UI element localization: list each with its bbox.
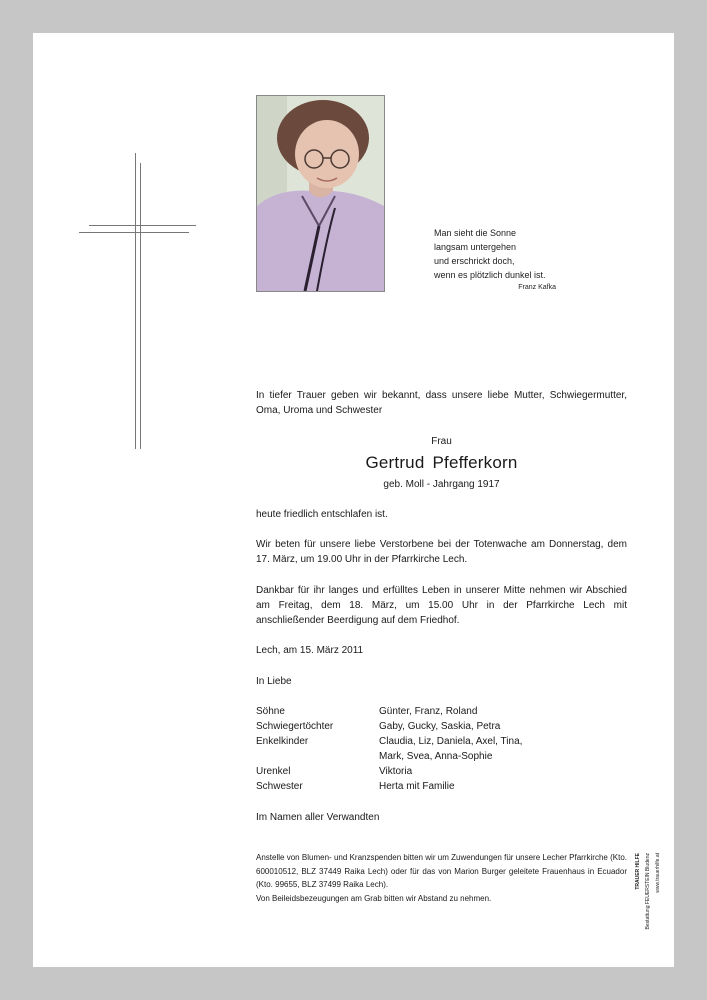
family-relation: [256, 749, 379, 764]
donation-note: Anstelle von Blumen- und Kranzspenden bitten wir um Zuwendungen für unsere Lecher Pfarrkirche (Kto. 600010512, BLZ 37449 Raika Lech) oder für das von Marion Burger geleitete Frauenhaus in Ecuador (Kto. 99655, BLZ 37499 Raika Lech).: [256, 853, 627, 889]
relatives-line: Im Namen aller Verwandten: [256, 812, 380, 823]
family-row: [256, 749, 627, 764]
family-relation: Schwiegertöchter: [256, 721, 334, 732]
family-row: [256, 719, 627, 734]
family-names: Herta mit Familie: [379, 781, 455, 792]
family-row: [256, 764, 627, 779]
family-relation: Urenkel: [256, 766, 291, 777]
deceased-details: geb. Moll - Jahrgang 1917: [383, 479, 500, 490]
place-date: Lech, am 15. März 2011: [256, 645, 364, 656]
passed-text: heute friedlich entschlafen ist.: [256, 509, 388, 520]
family-names: Mark, Svea, Anna-Sophie: [379, 751, 493, 762]
condolence-note: Von Beileidsbezeugungen am Grab bitten wir Abstand zu nehmen.: [256, 893, 492, 903]
portrait-photo: [256, 95, 385, 292]
family-relation: Enkelkinder: [256, 736, 309, 747]
funeral-home-logo: [633, 853, 669, 953]
farewell-paragraph: Dankbar für ihr langes und erfülltes Leben in unserer Mitte nehmen wir Abschied am Freitag, dem 18. März, um 15.00 Uhr in der Pfarrkirche Lech mit anschließender Beerdigung auf dem Friedhof.: [256, 585, 627, 626]
intro-text: In tiefer Trauer geben wir bekannt, dass unsere liebe Mutter, Schwiegermutter, Oma, Uroma und Schwester: [256, 390, 627, 416]
logo-line: www.trauerhilfe.at: [655, 853, 661, 893]
logo-line: TRAUER HILFE: [635, 853, 641, 890]
family-row: [256, 704, 627, 719]
family-row: [256, 734, 627, 749]
quote-author: Franz Kafka: [518, 284, 556, 291]
family-names: Günter, Franz, Roland: [379, 706, 478, 717]
quote-line: Man sieht die Sonne: [434, 228, 517, 238]
wake-paragraph: Wir beten für unsere liebe Verstorbene bei der Totenwache am Donnerstag, dem 17. März, um 19.00 Uhr in der Pfarrkirche Lech.: [256, 539, 627, 565]
family-list: [256, 704, 627, 794]
family-names: Claudia, Liz, Daniela, Axel, Tina,: [379, 736, 523, 747]
family-relation: Söhne: [256, 706, 285, 717]
logo-line: Bestattung FEUERSTEIN Bludenz: [645, 853, 651, 930]
quote: [434, 226, 594, 294]
quote-line: und erschrickt doch,: [434, 256, 515, 266]
footnote: [256, 851, 627, 905]
deceased-name: [256, 453, 627, 473]
quote-line: langsam untergehen: [434, 242, 517, 252]
family-row: [256, 779, 627, 794]
in-love: In Liebe: [256, 676, 292, 687]
last-name: Pfefferkorn: [432, 453, 518, 472]
obituary-card: [33, 33, 674, 967]
family-names: Viktoria: [379, 766, 413, 777]
first-name: Gertrud: [365, 453, 425, 472]
cross-symbol: [79, 153, 197, 449]
family-names: Gaby, Gucky, Saskia, Petra: [379, 721, 501, 732]
family-relation: Schwester: [256, 781, 303, 792]
title-prefix: Frau: [431, 436, 452, 447]
quote-line: wenn es plötzlich dunkel ist.: [434, 270, 546, 280]
